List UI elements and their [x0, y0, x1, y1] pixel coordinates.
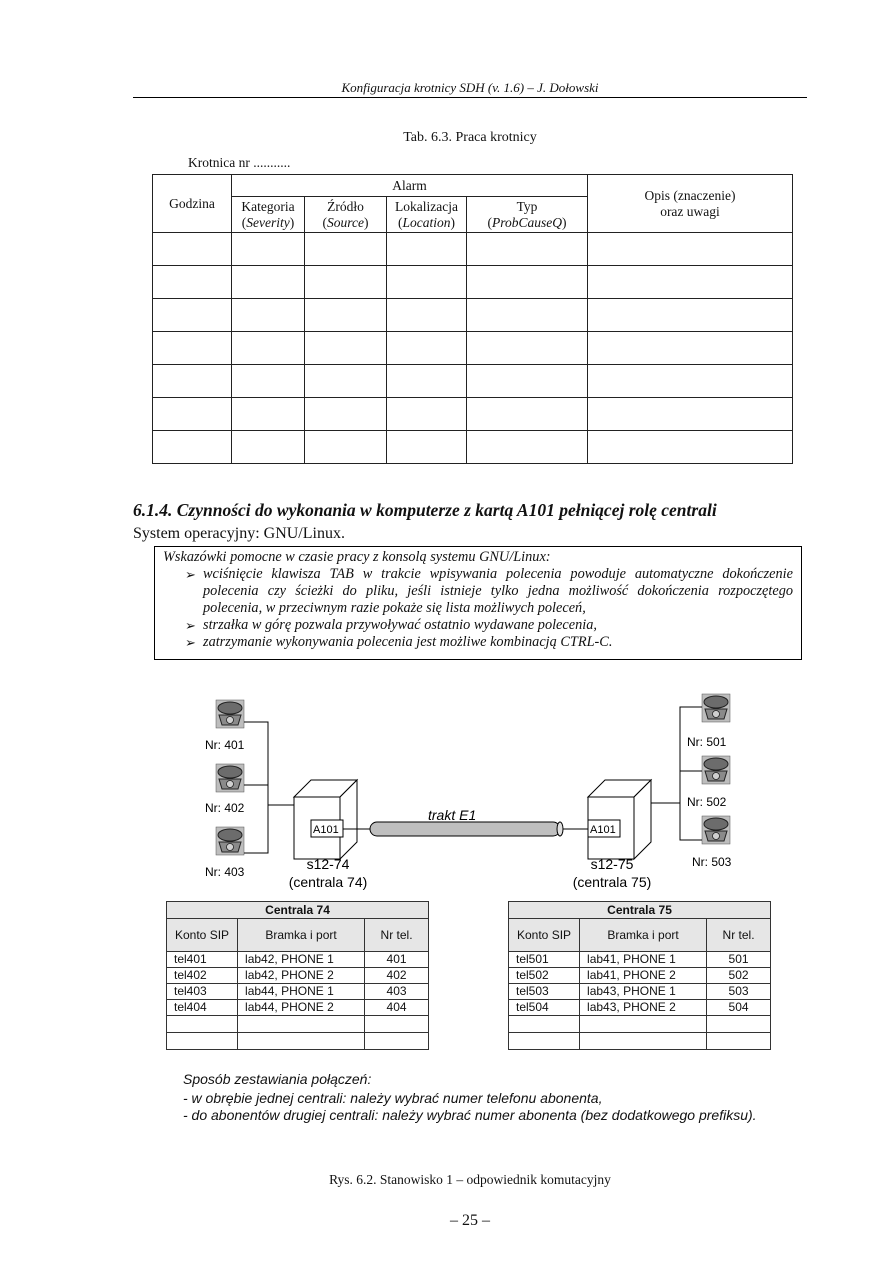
table-row [509, 952, 771, 968]
figure-caption: Rys. 6.2. Stanowisko 1 – odpowiednik komutacyjny [329, 1172, 611, 1187]
table-row [509, 984, 771, 1000]
bramka-cell: lab44, PHONE 2 [238, 1000, 365, 1016]
empty-cell [707, 1016, 771, 1033]
krotnica-label: Krotnica nr ........... [188, 155, 291, 170]
left-phone-wiring [244, 722, 294, 853]
table-row [167, 984, 429, 1000]
col-bramka-port: Bramka i port [580, 919, 707, 952]
nr-cell: 402 [365, 968, 429, 984]
card-label-right: A101 [590, 824, 616, 836]
table-row [167, 1000, 429, 1016]
table-row [167, 952, 429, 968]
bramka-cell: lab42, PHONE 2 [238, 968, 365, 984]
empty-cell [238, 1033, 365, 1050]
phone-label-501: Nr: 501 [687, 735, 727, 749]
telephone-icon [702, 694, 730, 722]
col-nr-tel: Nr tel. [365, 919, 429, 952]
tips-title: Wskazówki pomocne w czasie pracy z konsolą systemu GNU/Linux: [163, 549, 551, 565]
arrow-bullet-icon: ➢ [185, 635, 196, 650]
empty-cell [167, 1033, 238, 1050]
bramka-cell: lab41, PHONE 2 [580, 968, 707, 984]
centrala-75-table [508, 901, 771, 1050]
konto-cell: tel403 [167, 984, 238, 1000]
header-kategoria: Kategoria (Severity) [232, 197, 305, 233]
col-nr-tel: Nr tel. [707, 919, 771, 952]
empty-cell [707, 1033, 771, 1050]
connection-instructions [183, 1071, 783, 1125]
header-godzina: Godzina [153, 175, 232, 233]
col-konto-sip: Konto SIP [167, 919, 238, 952]
empty-cell [167, 1016, 238, 1033]
nr-cell: 403 [365, 984, 429, 1000]
konto-cell: tel502 [509, 968, 580, 984]
header-alarm: Alarm [232, 175, 588, 197]
host-desc-75: (centrala 75) [572, 874, 652, 890]
header-typ: Typ (ProbCauseQ) [467, 197, 588, 233]
table-row [167, 1016, 429, 1033]
nr-cell: 502 [707, 968, 771, 984]
centrala-74-table [166, 901, 429, 1050]
section-heading: 6.1.4. Czynności do wykonania w komputerze z kartą A101 pełniącej rolę centrali [133, 500, 717, 520]
bramka-cell: lab43, PHONE 1 [580, 984, 707, 1000]
col-konto-sip: Konto SIP [509, 919, 580, 952]
centrala-75-box [588, 780, 651, 859]
nr-cell: 503 [707, 984, 771, 1000]
konto-cell: tel503 [509, 984, 580, 1000]
bramka-cell: lab41, PHONE 1 [580, 952, 707, 968]
centrala-74-title: Centrala 74 [167, 902, 429, 919]
running-header: Konfiguracja krotnicy SDH (v. 1.6) – J. Dołowski [341, 80, 599, 95]
host-label-s12-75: s12-75 [590, 856, 634, 872]
table-row [509, 1033, 771, 1050]
centrala-74-box [294, 780, 357, 859]
connection-line: - do abonentów drugiej centrali: należy wybrać numer abonenta (bez dodatkowego prefiksu). [183, 1107, 757, 1123]
empty-cell [365, 1033, 429, 1050]
telephone-icon [216, 700, 244, 728]
table-caption: Tab. 6.3. Praca krotnicy [403, 130, 537, 145]
phone-label-402: Nr: 402 [205, 801, 245, 815]
connection-line: - w obrębie jednej centrali: należy wybrać numer telefonu abonenta, [183, 1089, 603, 1106]
trunk-label: trakt E1 [428, 807, 477, 823]
arrow-bullet-icon: ➢ [185, 567, 196, 582]
os-line: System operacyjny: GNU/Linux. [133, 525, 345, 542]
card-label-left: A101 [313, 824, 339, 836]
phone-label-502: Nr: 502 [687, 795, 727, 809]
bramka-cell: lab44, PHONE 1 [238, 984, 365, 1000]
header-lokalizacja: Lokalizacja (Location) [387, 197, 467, 233]
empty-cell [580, 1016, 707, 1033]
header-zrodlo: Źródło (Source) [305, 197, 387, 233]
empty-cell [509, 1033, 580, 1050]
konto-cell: tel402 [167, 968, 238, 984]
e1-trunk [343, 822, 588, 836]
konto-cell: tel401 [167, 952, 238, 968]
phone-label-403: Nr: 403 [205, 865, 245, 879]
table-row [167, 968, 429, 984]
nr-cell: 501 [707, 952, 771, 968]
konto-cell: tel404 [167, 1000, 238, 1016]
table-row [509, 968, 771, 984]
nr-cell: 504 [707, 1000, 771, 1016]
header-opis: Opis (znaczenie) oraz uwagi [588, 175, 793, 233]
right-phone-wiring [651, 707, 702, 840]
arrow-bullet-icon: ➢ [185, 618, 196, 633]
empty-cell [509, 1016, 580, 1033]
bramka-cell: lab42, PHONE 1 [238, 952, 365, 968]
telephone-icon [702, 756, 730, 784]
col-bramka-port: Bramka i port [238, 919, 365, 952]
empty-cell [580, 1033, 707, 1050]
centrala-75-title: Centrala 75 [509, 902, 771, 919]
telephone-icon [216, 764, 244, 792]
nr-cell: 401 [365, 952, 429, 968]
host-desc-74: (centrala 74) [288, 874, 368, 890]
page-number: – 25 – [450, 1212, 490, 1229]
phone-label-503: Nr: 503 [692, 855, 732, 869]
tip-item: ➢ zatrzymanie wykonywania polecenia jest możliwe kombinacją CTRL-C. [185, 634, 613, 650]
empty-cell [238, 1016, 365, 1033]
bramka-cell: lab43, PHONE 2 [580, 1000, 707, 1016]
telephone-icon [216, 827, 244, 855]
tip-item: ➢ strzałka w górę pozwala przywoływać ostatnio wydawane polecenia, [185, 617, 597, 633]
host-label-s12-74: s12-74 [306, 856, 350, 872]
table-row [509, 1016, 771, 1033]
table-row [167, 1033, 429, 1050]
konto-cell: tel504 [509, 1000, 580, 1016]
connection-title: Sposób zestawiania połączeń: [183, 1071, 372, 1087]
phone-label-401: Nr: 401 [205, 738, 245, 752]
telephone-icon [702, 816, 730, 844]
empty-cell [365, 1016, 429, 1033]
konto-cell: tel501 [509, 952, 580, 968]
tip-item: ➢ wciśnięcie klawisza TAB w trakcie wpisywania polecenia powoduje automatyczne dokończenie polecenia czy ścieżki do pliku, jeśli istnieje tylko jedna możliwość dokończenia rozpoczętego polecenia, w przeciwnym razie pokaże się lista możliwych poleceń, [185, 566, 793, 616]
table-row [509, 1000, 771, 1016]
nr-cell: 404 [365, 1000, 429, 1016]
